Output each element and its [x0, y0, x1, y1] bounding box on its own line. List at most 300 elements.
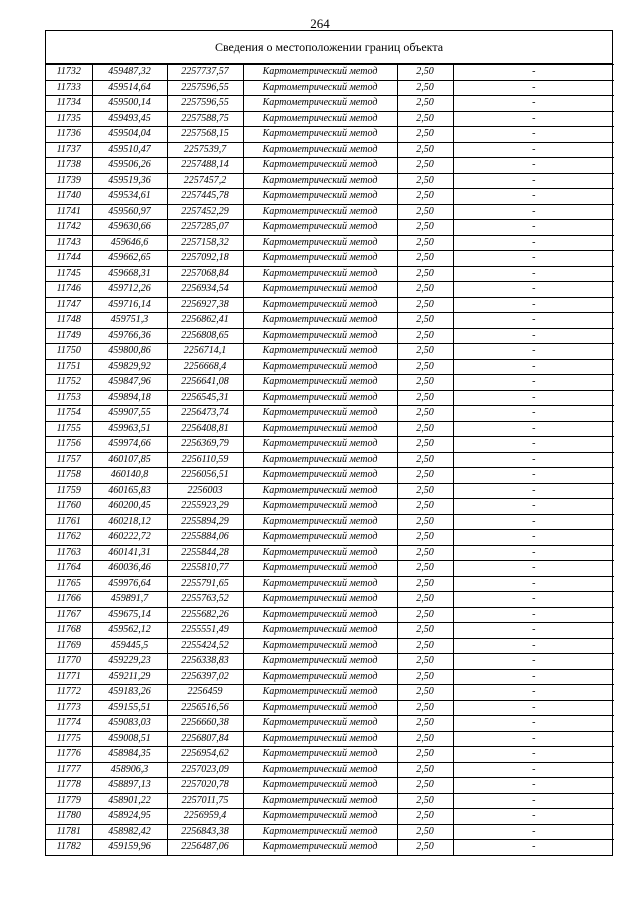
- y-coordinate-cell: 2255763,52: [167, 592, 243, 608]
- table-row: [46, 747, 614, 763]
- y-coordinate-cell: 2256473,74: [167, 406, 243, 422]
- method-cell: Картометрический метод: [243, 390, 397, 406]
- table-row: [46, 452, 614, 468]
- y-coordinate-cell: 2256959,4: [167, 809, 243, 825]
- accuracy-cell: 2,50: [397, 344, 453, 360]
- x-coordinate-cell: 459829,92: [92, 359, 167, 375]
- point-number-cell: 11751: [46, 359, 92, 375]
- x-coordinate-cell: 459668,31: [92, 266, 167, 282]
- method-cell: Картометрический метод: [243, 251, 397, 267]
- x-coordinate-cell: 459487,32: [92, 65, 167, 81]
- x-coordinate-cell: 459847,96: [92, 375, 167, 391]
- y-coordinate-cell: 2256397,02: [167, 669, 243, 685]
- page-number: 264: [310, 16, 330, 31]
- x-coordinate-cell: 458984,35: [92, 747, 167, 763]
- boundary-points-table: [46, 64, 614, 855]
- description-cell: -: [453, 607, 614, 623]
- accuracy-cell: 2,50: [397, 685, 453, 701]
- accuracy-cell: 2,50: [397, 127, 453, 143]
- y-coordinate-cell: 2257023,09: [167, 762, 243, 778]
- method-cell: Картометрический метод: [243, 716, 397, 732]
- x-coordinate-cell: 459519,36: [92, 173, 167, 189]
- accuracy-cell: 2,50: [397, 700, 453, 716]
- method-cell: Картометрический метод: [243, 111, 397, 127]
- accuracy-cell: 2,50: [397, 80, 453, 96]
- y-coordinate-cell: 2256056,51: [167, 468, 243, 484]
- point-number-cell: 11779: [46, 793, 92, 809]
- method-cell: Картометрический метод: [243, 204, 397, 220]
- description-cell: -: [453, 762, 614, 778]
- table-header-title: Сведения о местоположении границ объекта: [46, 31, 612, 64]
- description-cell: -: [453, 344, 614, 360]
- description-cell: -: [453, 840, 614, 855]
- x-coordinate-cell: 459008,51: [92, 731, 167, 747]
- table-row: [46, 793, 614, 809]
- accuracy-cell: 2,50: [397, 96, 453, 112]
- accuracy-cell: 2,50: [397, 313, 453, 329]
- accuracy-cell: 2,50: [397, 406, 453, 422]
- method-cell: Картометрический метод: [243, 623, 397, 639]
- description-cell: -: [453, 437, 614, 453]
- x-coordinate-cell: 459646,6: [92, 235, 167, 251]
- description-cell: -: [453, 127, 614, 143]
- y-coordinate-cell: 2257285,07: [167, 220, 243, 236]
- y-coordinate-cell: 2256807,84: [167, 731, 243, 747]
- method-cell: Картометрический метод: [243, 576, 397, 592]
- accuracy-cell: 2,50: [397, 142, 453, 158]
- x-coordinate-cell: 459751,3: [92, 313, 167, 329]
- accuracy-cell: 2,50: [397, 530, 453, 546]
- x-coordinate-cell: 459766,36: [92, 328, 167, 344]
- point-number-cell: 11740: [46, 189, 92, 205]
- point-number-cell: 11741: [46, 204, 92, 220]
- accuracy-cell: 2,50: [397, 220, 453, 236]
- point-number-cell: 11775: [46, 731, 92, 747]
- y-coordinate-cell: 2257568,15: [167, 127, 243, 143]
- description-cell: -: [453, 158, 614, 174]
- accuracy-cell: 2,50: [397, 545, 453, 561]
- y-coordinate-cell: 2257588,75: [167, 111, 243, 127]
- point-number-cell: 11750: [46, 344, 92, 360]
- accuracy-cell: 2,50: [397, 452, 453, 468]
- x-coordinate-cell: 459504,04: [92, 127, 167, 143]
- point-number-cell: 11755: [46, 421, 92, 437]
- y-coordinate-cell: 2257068,84: [167, 266, 243, 282]
- method-cell: Картометрический метод: [243, 65, 397, 81]
- accuracy-cell: 2,50: [397, 607, 453, 623]
- description-cell: -: [453, 96, 614, 112]
- description-cell: -: [453, 313, 614, 329]
- x-coordinate-cell: 458924,95: [92, 809, 167, 825]
- point-number-cell: 11743: [46, 235, 92, 251]
- table-row: [46, 638, 614, 654]
- method-cell: Картометрический метод: [243, 142, 397, 158]
- x-coordinate-cell: 460036,46: [92, 561, 167, 577]
- description-cell: -: [453, 266, 614, 282]
- x-coordinate-cell: 459155,51: [92, 700, 167, 716]
- boundary-table-sheet: [45, 30, 613, 856]
- accuracy-cell: 2,50: [397, 468, 453, 484]
- method-cell: Картометрический метод: [243, 747, 397, 763]
- y-coordinate-cell: 2257020,78: [167, 778, 243, 794]
- point-number-cell: 11759: [46, 483, 92, 499]
- method-cell: Картометрический метод: [243, 499, 397, 515]
- y-coordinate-cell: 2256545,31: [167, 390, 243, 406]
- y-coordinate-cell: 2256487,06: [167, 840, 243, 855]
- table-row: [46, 731, 614, 747]
- point-number-cell: 11782: [46, 840, 92, 855]
- point-number-cell: 11765: [46, 576, 92, 592]
- y-coordinate-cell: 2256660,38: [167, 716, 243, 732]
- method-cell: Картометрический метод: [243, 220, 397, 236]
- table-row: [46, 685, 614, 701]
- x-coordinate-cell: 459974,66: [92, 437, 167, 453]
- table-row: [46, 127, 614, 143]
- accuracy-cell: 2,50: [397, 282, 453, 298]
- y-coordinate-cell: 2256369,79: [167, 437, 243, 453]
- x-coordinate-cell: 459562,12: [92, 623, 167, 639]
- method-cell: Картометрический метод: [243, 127, 397, 143]
- table-row: [46, 204, 614, 220]
- method-cell: Картометрический метод: [243, 158, 397, 174]
- method-cell: Картометрический метод: [243, 762, 397, 778]
- table-row: [46, 282, 614, 298]
- accuracy-cell: 2,50: [397, 375, 453, 391]
- y-coordinate-cell: 2256954,62: [167, 747, 243, 763]
- table-row: [46, 607, 614, 623]
- accuracy-cell: 2,50: [397, 65, 453, 81]
- table-row: [46, 824, 614, 840]
- description-cell: -: [453, 809, 614, 825]
- method-cell: Картометрический метод: [243, 313, 397, 329]
- point-number-cell: 11768: [46, 623, 92, 639]
- x-coordinate-cell: 459159,96: [92, 840, 167, 855]
- accuracy-cell: 2,50: [397, 328, 453, 344]
- y-coordinate-cell: 2256003: [167, 483, 243, 499]
- point-number-cell: 11772: [46, 685, 92, 701]
- table-row: [46, 235, 614, 251]
- y-coordinate-cell: 2256714,1: [167, 344, 243, 360]
- description-cell: -: [453, 592, 614, 608]
- x-coordinate-cell: 459445,5: [92, 638, 167, 654]
- y-coordinate-cell: 2255884,06: [167, 530, 243, 546]
- x-coordinate-cell: 460218,12: [92, 514, 167, 530]
- point-number-cell: 11776: [46, 747, 92, 763]
- table-row: [46, 96, 614, 112]
- table-row: [46, 623, 614, 639]
- y-coordinate-cell: 2256641,08: [167, 375, 243, 391]
- x-coordinate-cell: 459675,14: [92, 607, 167, 623]
- table-row: [46, 375, 614, 391]
- description-cell: -: [453, 747, 614, 763]
- table-row: [46, 437, 614, 453]
- point-number-cell: 11732: [46, 65, 92, 81]
- method-cell: Картометрический метод: [243, 654, 397, 670]
- table-row: [46, 158, 614, 174]
- x-coordinate-cell: 459083,03: [92, 716, 167, 732]
- table-row: [46, 545, 614, 561]
- method-cell: Картометрический метод: [243, 514, 397, 530]
- y-coordinate-cell: 2255424,52: [167, 638, 243, 654]
- y-coordinate-cell: 2257011,75: [167, 793, 243, 809]
- table-row: [46, 809, 614, 825]
- point-number-cell: 11780: [46, 809, 92, 825]
- description-cell: -: [453, 251, 614, 267]
- accuracy-cell: 2,50: [397, 654, 453, 670]
- accuracy-cell: 2,50: [397, 266, 453, 282]
- description-cell: -: [453, 282, 614, 298]
- accuracy-cell: 2,50: [397, 669, 453, 685]
- accuracy-cell: 2,50: [397, 173, 453, 189]
- x-coordinate-cell: 459907,55: [92, 406, 167, 422]
- point-number-cell: 11739: [46, 173, 92, 189]
- description-cell: -: [453, 220, 614, 236]
- accuracy-cell: 2,50: [397, 483, 453, 499]
- x-coordinate-cell: 459183,26: [92, 685, 167, 701]
- accuracy-cell: 2,50: [397, 623, 453, 639]
- method-cell: Картометрический метод: [243, 359, 397, 375]
- x-coordinate-cell: 459510,47: [92, 142, 167, 158]
- x-coordinate-cell: 459712,26: [92, 282, 167, 298]
- method-cell: Картометрический метод: [243, 173, 397, 189]
- x-coordinate-cell: 459506,26: [92, 158, 167, 174]
- x-coordinate-cell: 460107,85: [92, 452, 167, 468]
- point-number-cell: 11767: [46, 607, 92, 623]
- accuracy-cell: 2,50: [397, 251, 453, 267]
- point-number-cell: 11754: [46, 406, 92, 422]
- table-row: [46, 266, 614, 282]
- description-cell: -: [453, 297, 614, 313]
- point-number-cell: 11756: [46, 437, 92, 453]
- point-number-cell: 11762: [46, 530, 92, 546]
- method-cell: Картометрический метод: [243, 545, 397, 561]
- description-cell: -: [453, 824, 614, 840]
- y-coordinate-cell: 2256516,56: [167, 700, 243, 716]
- method-cell: Картометрический метод: [243, 421, 397, 437]
- method-cell: Картометрический метод: [243, 468, 397, 484]
- y-coordinate-cell: 2257092,18: [167, 251, 243, 267]
- table-row: [46, 220, 614, 236]
- method-cell: Картометрический метод: [243, 483, 397, 499]
- method-cell: Картометрический метод: [243, 638, 397, 654]
- accuracy-cell: 2,50: [397, 499, 453, 515]
- method-cell: Картометрический метод: [243, 700, 397, 716]
- accuracy-cell: 2,50: [397, 762, 453, 778]
- point-number-cell: 11757: [46, 452, 92, 468]
- y-coordinate-cell: 2255844,28: [167, 545, 243, 561]
- y-coordinate-cell: 2257488,14: [167, 158, 243, 174]
- y-coordinate-cell: 2256459: [167, 685, 243, 701]
- accuracy-cell: 2,50: [397, 824, 453, 840]
- description-cell: -: [453, 623, 614, 639]
- description-cell: -: [453, 204, 614, 220]
- table-row: [46, 468, 614, 484]
- description-cell: -: [453, 654, 614, 670]
- x-coordinate-cell: 459976,64: [92, 576, 167, 592]
- y-coordinate-cell: 2255923,29: [167, 499, 243, 515]
- description-cell: -: [453, 499, 614, 515]
- method-cell: Картометрический метод: [243, 96, 397, 112]
- y-coordinate-cell: 2256668,4: [167, 359, 243, 375]
- x-coordinate-cell: 458906,3: [92, 762, 167, 778]
- point-number-cell: 11735: [46, 111, 92, 127]
- x-coordinate-cell: 458897,13: [92, 778, 167, 794]
- method-cell: Картометрический метод: [243, 437, 397, 453]
- description-cell: -: [453, 421, 614, 437]
- y-coordinate-cell: 2256843,38: [167, 824, 243, 840]
- point-number-cell: 11745: [46, 266, 92, 282]
- method-cell: Картометрический метод: [243, 778, 397, 794]
- accuracy-cell: 2,50: [397, 204, 453, 220]
- table-row: [46, 80, 614, 96]
- description-cell: -: [453, 468, 614, 484]
- table-row: [46, 514, 614, 530]
- description-cell: -: [453, 669, 614, 685]
- accuracy-cell: 2,50: [397, 235, 453, 251]
- y-coordinate-cell: 2255810,77: [167, 561, 243, 577]
- point-number-cell: 11747: [46, 297, 92, 313]
- description-cell: -: [453, 561, 614, 577]
- x-coordinate-cell: 459534,61: [92, 189, 167, 205]
- point-number-cell: 11777: [46, 762, 92, 778]
- method-cell: Картометрический метод: [243, 235, 397, 251]
- description-cell: -: [453, 328, 614, 344]
- method-cell: Картометрический метод: [243, 824, 397, 840]
- method-cell: Картометрический метод: [243, 561, 397, 577]
- accuracy-cell: 2,50: [397, 390, 453, 406]
- description-cell: -: [453, 530, 614, 546]
- x-coordinate-cell: 460141,31: [92, 545, 167, 561]
- method-cell: Картометрический метод: [243, 297, 397, 313]
- y-coordinate-cell: 2256927,38: [167, 297, 243, 313]
- method-cell: Картометрический метод: [243, 840, 397, 855]
- description-cell: -: [453, 406, 614, 422]
- description-cell: -: [453, 638, 614, 654]
- accuracy-cell: 2,50: [397, 778, 453, 794]
- accuracy-cell: 2,50: [397, 359, 453, 375]
- method-cell: Картометрический метод: [243, 80, 397, 96]
- point-number-cell: 11774: [46, 716, 92, 732]
- accuracy-cell: 2,50: [397, 421, 453, 437]
- point-number-cell: 11744: [46, 251, 92, 267]
- table-row: [46, 576, 614, 592]
- table-row: [46, 390, 614, 406]
- point-number-cell: 11769: [46, 638, 92, 654]
- point-number-cell: 11781: [46, 824, 92, 840]
- point-number-cell: 11766: [46, 592, 92, 608]
- table-row: [46, 840, 614, 855]
- x-coordinate-cell: 459963,51: [92, 421, 167, 437]
- y-coordinate-cell: 2257445,78: [167, 189, 243, 205]
- x-coordinate-cell: 459560,97: [92, 204, 167, 220]
- point-number-cell: 11773: [46, 700, 92, 716]
- accuracy-cell: 2,50: [397, 638, 453, 654]
- point-number-cell: 11738: [46, 158, 92, 174]
- description-cell: -: [453, 359, 614, 375]
- table-row: [46, 669, 614, 685]
- table-row: [46, 189, 614, 205]
- point-number-cell: 11771: [46, 669, 92, 685]
- x-coordinate-cell: 458901,22: [92, 793, 167, 809]
- method-cell: Картометрический метод: [243, 685, 397, 701]
- point-number-cell: 11734: [46, 96, 92, 112]
- accuracy-cell: 2,50: [397, 731, 453, 747]
- y-coordinate-cell: 2256110,59: [167, 452, 243, 468]
- table-body: [46, 65, 614, 855]
- description-cell: -: [453, 65, 614, 81]
- description-cell: -: [453, 189, 614, 205]
- x-coordinate-cell: 459800,86: [92, 344, 167, 360]
- description-cell: -: [453, 483, 614, 499]
- table-row: [46, 499, 614, 515]
- table-row: [46, 762, 614, 778]
- table-row: [46, 421, 614, 437]
- point-number-cell: 11737: [46, 142, 92, 158]
- y-coordinate-cell: 2255682,26: [167, 607, 243, 623]
- y-coordinate-cell: 2255551,49: [167, 623, 243, 639]
- accuracy-cell: 2,50: [397, 809, 453, 825]
- x-coordinate-cell: 459891,7: [92, 592, 167, 608]
- x-coordinate-cell: 458982,42: [92, 824, 167, 840]
- method-cell: Картометрический метод: [243, 452, 397, 468]
- description-cell: -: [453, 390, 614, 406]
- point-number-cell: 11742: [46, 220, 92, 236]
- accuracy-cell: 2,50: [397, 297, 453, 313]
- x-coordinate-cell: 459894,18: [92, 390, 167, 406]
- point-number-cell: 11760: [46, 499, 92, 515]
- accuracy-cell: 2,50: [397, 840, 453, 855]
- point-number-cell: 11733: [46, 80, 92, 96]
- point-number-cell: 11752: [46, 375, 92, 391]
- method-cell: Картометрический метод: [243, 793, 397, 809]
- point-number-cell: 11749: [46, 328, 92, 344]
- accuracy-cell: 2,50: [397, 189, 453, 205]
- point-number-cell: 11764: [46, 561, 92, 577]
- accuracy-cell: 2,50: [397, 747, 453, 763]
- x-coordinate-cell: 459514,64: [92, 80, 167, 96]
- point-number-cell: 11753: [46, 390, 92, 406]
- table-row: [46, 778, 614, 794]
- accuracy-cell: 2,50: [397, 514, 453, 530]
- accuracy-cell: 2,50: [397, 111, 453, 127]
- x-coordinate-cell: 459493,45: [92, 111, 167, 127]
- x-coordinate-cell: 459211,29: [92, 669, 167, 685]
- table-row: [46, 142, 614, 158]
- method-cell: Картометрический метод: [243, 592, 397, 608]
- table-row: [46, 561, 614, 577]
- method-cell: Картометрический метод: [243, 731, 397, 747]
- description-cell: -: [453, 576, 614, 592]
- method-cell: Картометрический метод: [243, 328, 397, 344]
- method-cell: Картометрический метод: [243, 607, 397, 623]
- point-number-cell: 11761: [46, 514, 92, 530]
- point-number-cell: 11748: [46, 313, 92, 329]
- x-coordinate-cell: 459662,65: [92, 251, 167, 267]
- table-row: [46, 344, 614, 360]
- table-row: [46, 313, 614, 329]
- description-cell: -: [453, 545, 614, 561]
- table-row: [46, 406, 614, 422]
- point-number-cell: 11736: [46, 127, 92, 143]
- y-coordinate-cell: 2256862,41: [167, 313, 243, 329]
- method-cell: Картометрический метод: [243, 266, 397, 282]
- description-cell: -: [453, 142, 614, 158]
- y-coordinate-cell: 2255791,65: [167, 576, 243, 592]
- x-coordinate-cell: 459630,66: [92, 220, 167, 236]
- table-row: [46, 716, 614, 732]
- method-cell: Картометрический метод: [243, 406, 397, 422]
- x-coordinate-cell: 460140,8: [92, 468, 167, 484]
